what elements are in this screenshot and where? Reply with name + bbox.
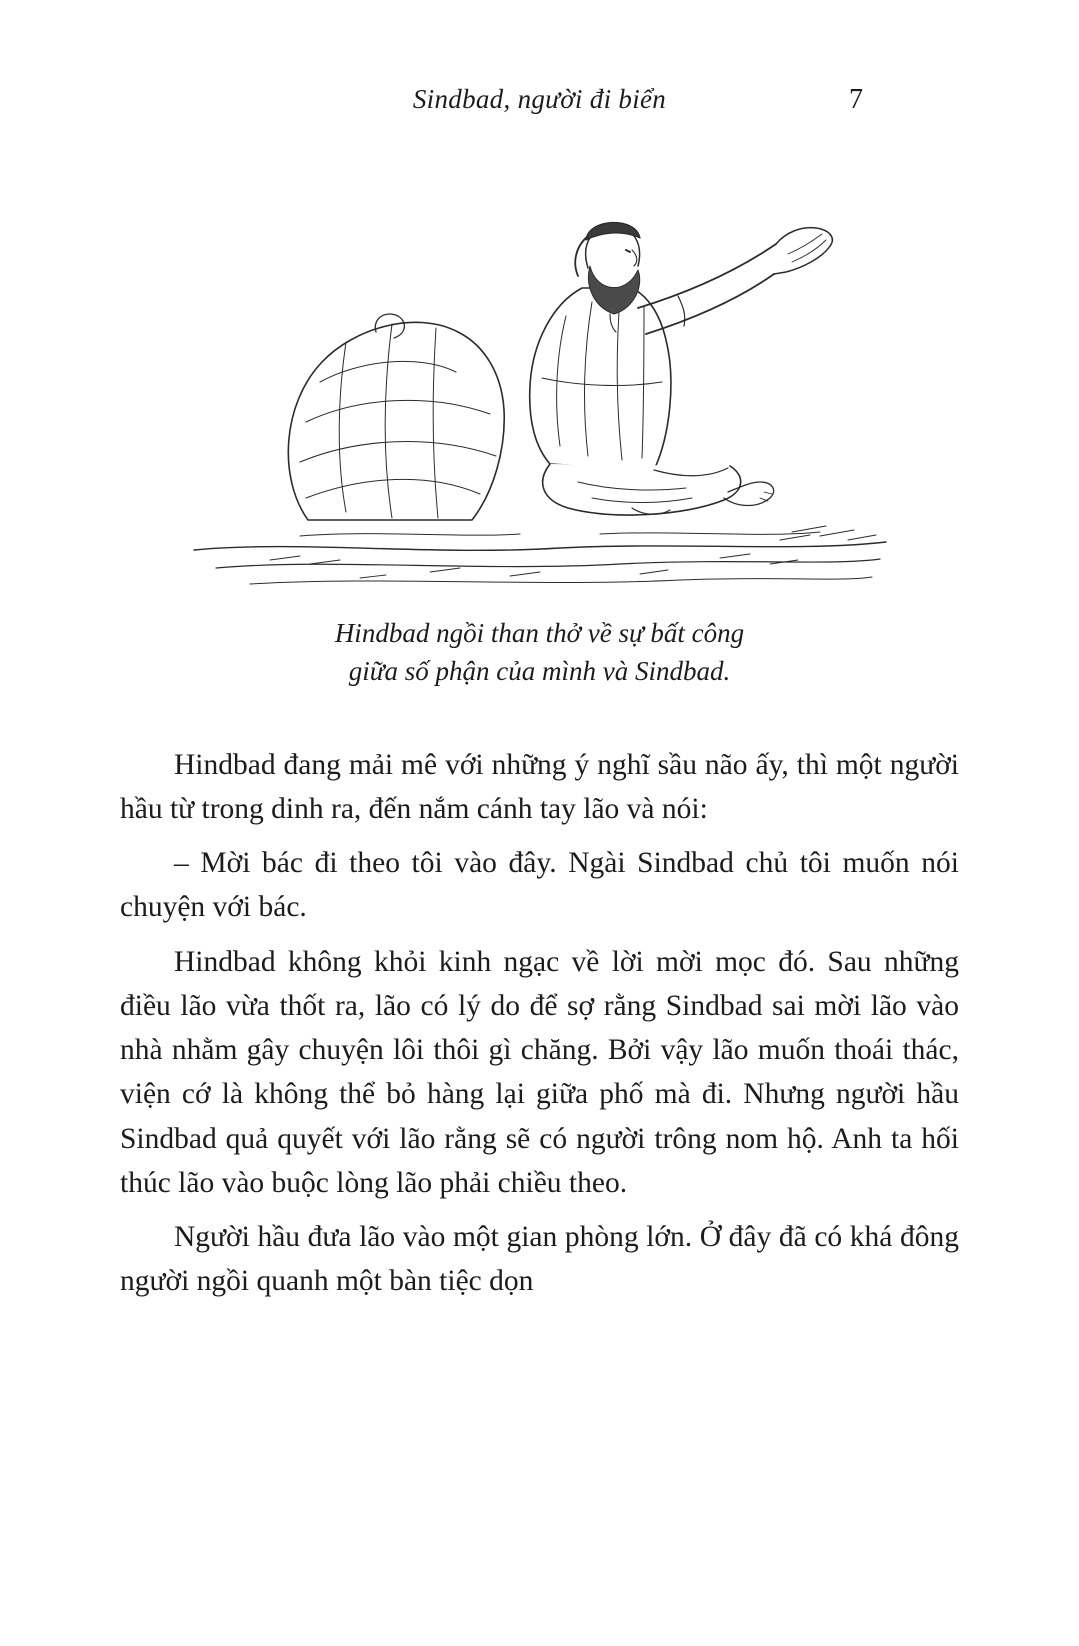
- running-head-title: Sindbad, người đi biển: [412, 84, 667, 114]
- paragraph: Người hầu đưa lão vào một gian phòng lớn. Ở đây đã có khá đông người ngồi quanh một bàn tiệc dọn: [120, 1221, 959, 1298]
- illustration-block: [120, 146, 959, 601]
- caption-line-1: Hindbad ngồi than thở về sự bất công: [334, 618, 745, 648]
- illustration-caption: [120, 615, 959, 691]
- running-head: [120, 84, 959, 128]
- hindbad-illustration-image: [180, 146, 900, 596]
- body-text: [120, 743, 959, 1304]
- caption-line-2: giữa số phận của mình và Sindbad.: [348, 655, 731, 686]
- paragraph: Hindbad không khỏi kinh ngạc về lời mời mọc đó. Sau những điều lão vừa thốt ra, lão có lý do để sợ rằng Sindbad sai mời lão vào nhà nhằm gây chuyện lôi thôi gì chăng. Bởi vậy lão muốn thoái thác, viện cớ là không thể bỏ hàng lại giữa phố mà đi. Nhưng người hầu Sindbad quả quyết với lão rằng sẽ có người trông nom hộ. Anh ta hối thúc lão vào buộc lòng lão phải chiều theo.: [120, 945, 959, 1199]
- page-number: 7: [849, 84, 863, 115]
- paragraph: Hindbad đang mải mê với những ý nghĩ sầu não ấy, thì một người hầu từ trong dinh ra, đến nắm cánh tay lão và nói:: [120, 748, 959, 825]
- paragraph-dialogue: – Mời bác đi theo tôi vào đây. Ngài Sindbad chủ tôi muốn nói chuyện với bác.: [120, 847, 959, 924]
